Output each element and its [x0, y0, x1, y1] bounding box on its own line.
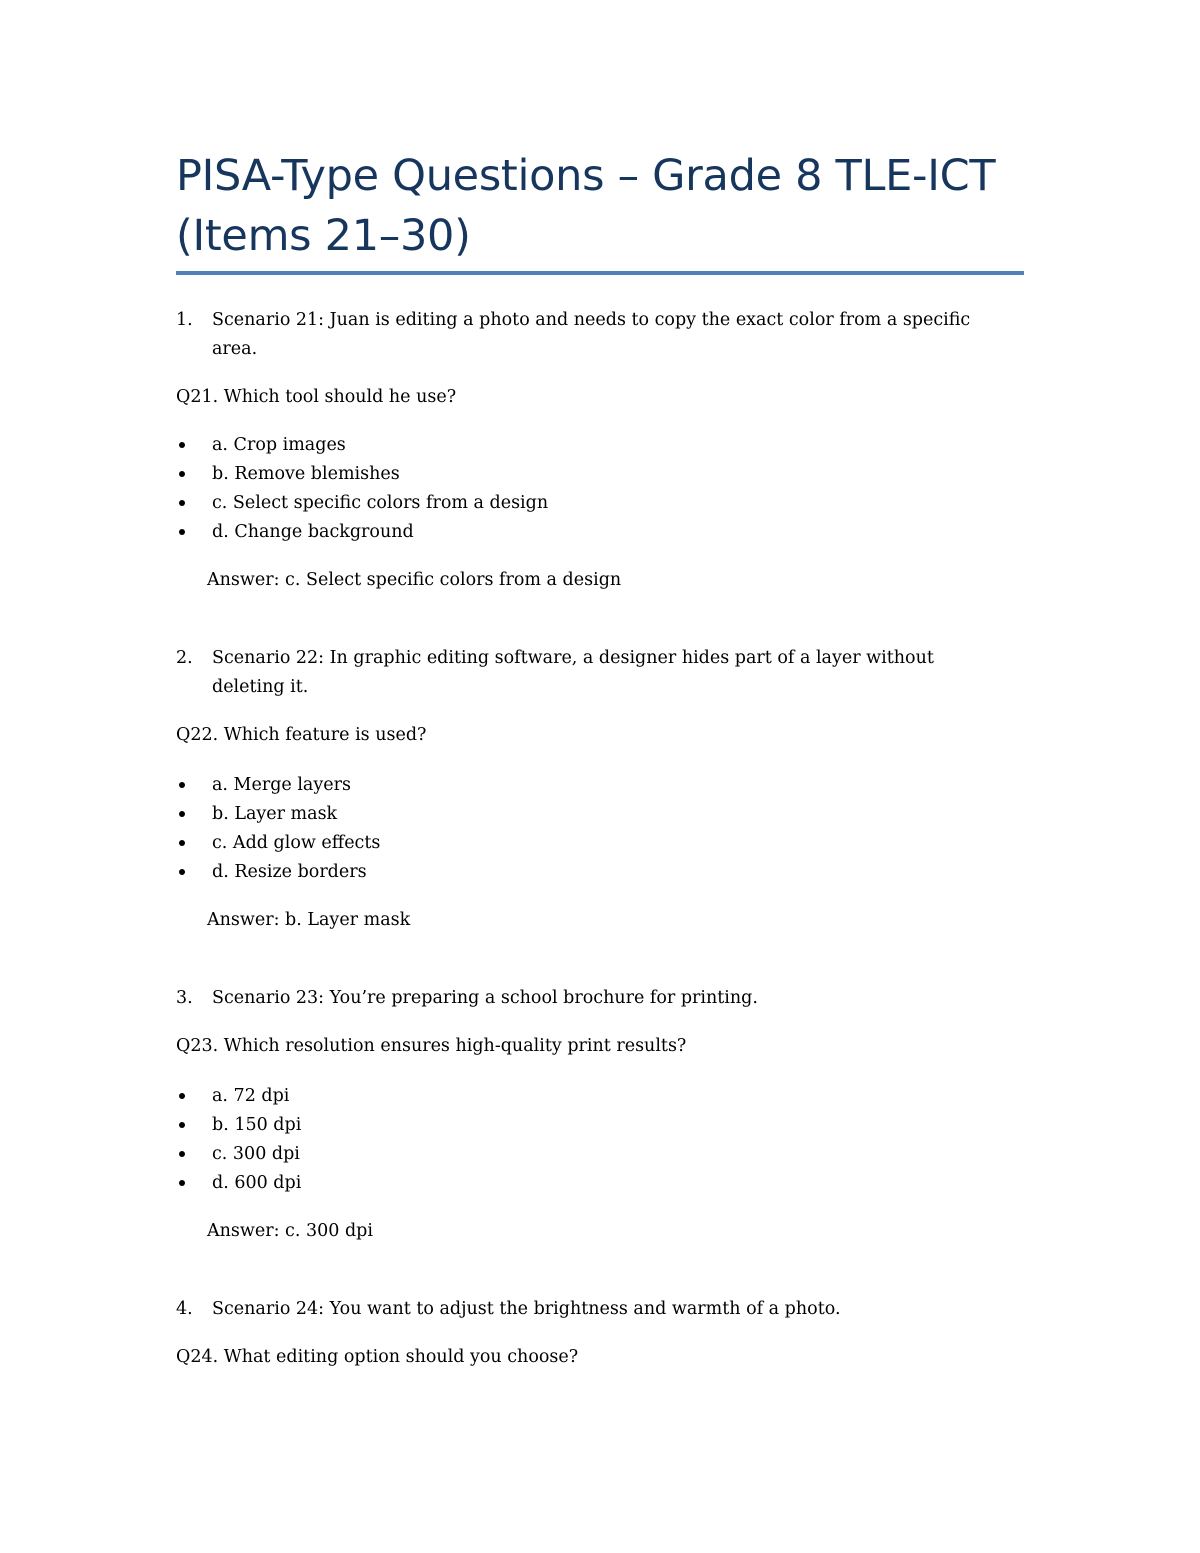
- option-label: a. Crop images: [212, 435, 346, 455]
- page-title: PISA-Type Questions – Grade 8 TLE-ICT (Items 21–30): [176, 151, 996, 261]
- option-label: b. 150 dpi: [212, 1115, 302, 1135]
- bullet-icon: [179, 782, 185, 788]
- option-label: c. Add glow effects: [212, 833, 381, 853]
- bullet-icon: [179, 840, 185, 846]
- bullet-icon: [179, 811, 185, 817]
- option-label: d. Change background: [212, 522, 414, 542]
- bullet-icon: [179, 442, 185, 448]
- bullet-icon: [179, 529, 185, 535]
- answer-text: Answer: c. Select specific colors from a design: [207, 570, 622, 590]
- item-number: 3.: [176, 988, 193, 1008]
- bullet-icon: [179, 471, 185, 477]
- scenario-text: Scenario 22: In graphic editing software, a designer hides part of a layer without: [212, 648, 934, 668]
- option-label: c. 300 dpi: [212, 1144, 300, 1164]
- scenario-text: Scenario 23: You’re preparing a school brochure for printing.: [212, 988, 758, 1008]
- bullet-icon: [179, 1122, 185, 1128]
- option-label: c. Select specific colors from a design: [212, 493, 549, 513]
- item-number: 2.: [176, 648, 193, 668]
- option-label: a. 72 dpi: [212, 1086, 290, 1106]
- answer-text: Answer: c. 300 dpi: [207, 1221, 373, 1241]
- question-text: Q22. Which feature is used?: [176, 725, 427, 745]
- item-number: 4.: [176, 1299, 193, 1319]
- scenario-text: Scenario 24: You want to adjust the brightness and warmth of a photo.: [212, 1299, 841, 1319]
- bullet-icon: [179, 1180, 185, 1186]
- question-text: Q21. Which tool should he use?: [176, 387, 457, 407]
- bullet-icon: [179, 869, 185, 875]
- scenario-text-continued: deleting it.: [212, 677, 309, 697]
- bullet-icon: [179, 500, 185, 506]
- scenario-text-continued: area.: [212, 339, 258, 359]
- question-text: Q23. Which resolution ensures high-quality print results?: [176, 1036, 687, 1056]
- scenario-text: Scenario 21: Juan is editing a photo and needs to copy the exact color from a specific: [212, 310, 971, 330]
- bullet-icon: [179, 1093, 185, 1099]
- option-label: b. Layer mask: [212, 804, 338, 824]
- bullet-icon: [179, 1151, 185, 1157]
- item-number: 1.: [176, 310, 193, 330]
- option-label: a. Merge layers: [212, 775, 351, 795]
- title-underline-rule: [176, 271, 1024, 275]
- question-text: Q24. What editing option should you choose?: [176, 1347, 579, 1367]
- option-label: d. Resize borders: [212, 862, 367, 882]
- option-label: d. 600 dpi: [212, 1173, 302, 1193]
- option-label: b. Remove blemishes: [212, 464, 400, 484]
- answer-text: Answer: b. Layer mask: [207, 910, 411, 930]
